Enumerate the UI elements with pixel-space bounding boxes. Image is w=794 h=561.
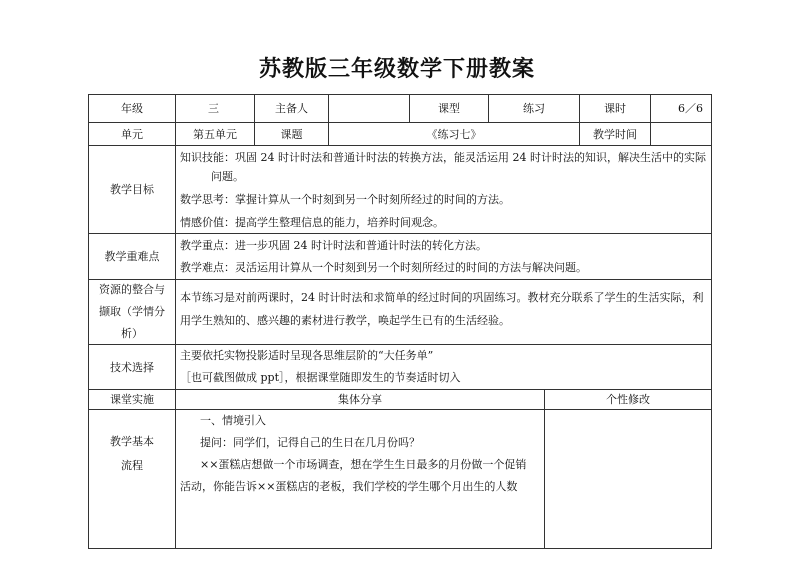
lesson-type-label: 课型: [438, 102, 460, 115]
unit-value-cell: [175, 122, 255, 146]
lesson-type-value: 练习: [523, 102, 545, 115]
implement-label: 课堂实施: [110, 393, 154, 406]
resources-label: 撷取（学情分: [99, 305, 165, 318]
tech-label-cell: [88, 344, 176, 390]
resources-line: 用学生熟知的、感兴趣的素材进行教学，唤起学生已有的生活经验。: [180, 314, 510, 327]
topic-label: 课题: [280, 127, 303, 141]
preparer-value-cell: [328, 94, 410, 123]
tech-line: ［也可截图做成 ppt］，根据课堂随即发生的节奏适时切入: [180, 371, 461, 384]
period-label: 课时: [604, 102, 626, 115]
lesson-type-value-cell: [488, 94, 580, 123]
period-value: 6／6: [678, 102, 703, 115]
grade-label: 年级: [121, 102, 143, 115]
grade-value-cell: [175, 94, 255, 123]
goals-line: 问题。: [211, 170, 244, 183]
grade-value: 三: [208, 102, 219, 115]
implement-label-cell: [88, 389, 176, 410]
personal-header: 个性修改: [606, 393, 650, 406]
topic-value-cell: [328, 122, 580, 146]
page-title: 苏教版三年级数学下册教案: [258, 56, 535, 82]
personal-header-cell: [544, 389, 712, 410]
process-label: 流程: [121, 459, 143, 472]
goals-label: 教学目标: [110, 183, 154, 196]
time-label: 教学时间: [593, 127, 637, 141]
lesson-type-label-cell: [409, 94, 489, 123]
resources-label: 析）: [121, 327, 143, 340]
period-label-cell: [579, 94, 651, 123]
keypoints-label: 教学重难点: [104, 250, 160, 263]
time-label-cell: [579, 122, 651, 146]
preparer-label-cell: [254, 94, 329, 123]
tech-line: 主要依托实物投影适时呈现各思维层阶的“大任务单”: [180, 349, 434, 362]
keypoints-content: [175, 233, 712, 280]
unit-label: 单元: [121, 127, 143, 141]
resources-label-cell: [88, 279, 176, 345]
process-line: 活动，你能告诉××蛋糕店的老板，我们学校的学生哪个月出生的人数: [180, 480, 518, 493]
topic-value: 《练习七》: [426, 127, 482, 141]
process-label: 教学基本: [110, 435, 154, 448]
keypoints-label-cell: [88, 233, 176, 280]
keypoints-line: 教学难点：灵活运用计算从一个时刻到另一个时刻所经过的时间的方法与解决问题。: [180, 261, 587, 274]
personal-edit-cell: [544, 409, 712, 549]
preparer-label: 主备人: [275, 102, 308, 115]
tech-content: [175, 344, 712, 390]
goals-content: [175, 145, 712, 234]
time-value-cell: [650, 122, 712, 146]
goals-label-cell: [88, 145, 176, 234]
process-line: 一、情境引入: [200, 414, 266, 427]
shared-header-cell: [175, 389, 545, 410]
process-content: [175, 409, 545, 549]
tech-label: 技术选择: [110, 360, 154, 374]
resources-label: 资源的整合与: [99, 283, 165, 296]
unit-value: 第五单元: [193, 127, 237, 141]
resources-line: 本节练习是对前两课时，24 时计时法和求简单的经过时间的巩固练习。教材充分联系了学生的生活实际，利: [180, 291, 704, 304]
period-value-cell: [650, 94, 712, 123]
process-label-cell: [88, 409, 176, 549]
keypoints-line: 教学重点：进一步巩固 24 时计时法和普通计时法的转化方法。: [180, 239, 487, 252]
unit-label-cell: [88, 122, 176, 146]
topic-label-cell: [254, 122, 329, 146]
goals-line: 数学思考：掌握计算从一个时刻到另一个时刻所经过的时间的方法。: [180, 193, 510, 206]
resources-content: [175, 279, 712, 345]
process-line: 提问：同学们，记得自己的生日在几月份吗？: [200, 436, 420, 449]
grade-label-cell: [88, 94, 176, 123]
goals-line: 情感价值：提高学生整理信息的能力，培养时间观念。: [180, 216, 444, 229]
shared-header: 集体分享: [338, 393, 382, 406]
process-line: ××蛋糕店想做一个市场调查，想在学生生日最多的月份做一个促销: [200, 458, 527, 471]
goals-line: 知识技能：巩固 24 时计时法和普通计时法的转换方法，能灵活运用 24 时计时法的知识，解决生活中的实际: [180, 151, 706, 164]
